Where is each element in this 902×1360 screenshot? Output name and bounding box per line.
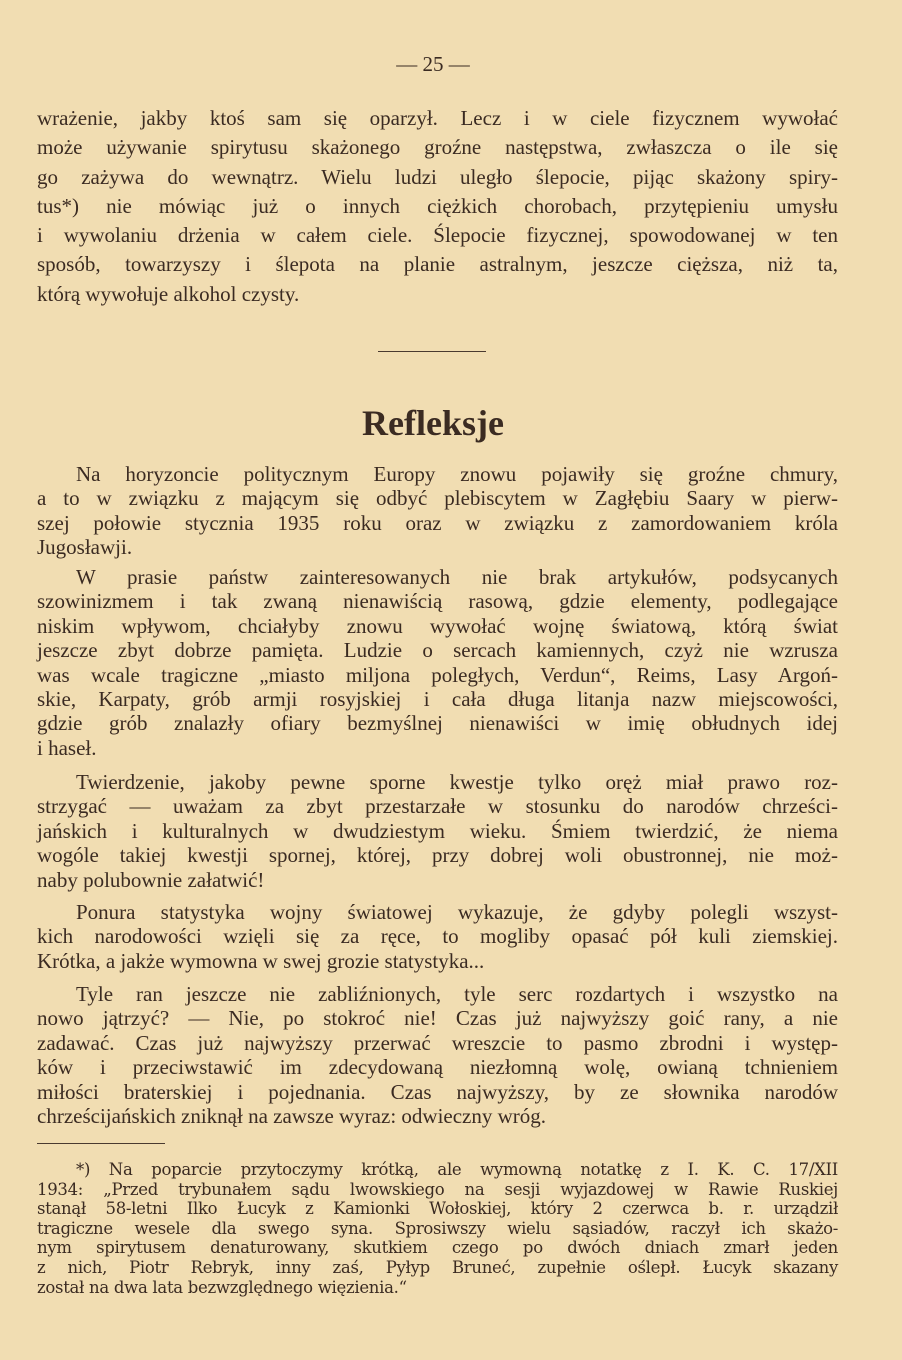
paragraph — [37, 900, 838, 973]
paragraph — [37, 565, 838, 760]
text-line: może używanie spirytusu skażonego groźne następstwa, zwłaszcza o ile się — [37, 135, 838, 160]
text-line: tragiczne wesele dla swego syna. Sprosiwszy wielu sąsiadów, raczył ich skażo- — [37, 1218, 838, 1238]
paragraph — [37, 982, 838, 1128]
text-line: skie, Karpaty, grób armji rosyjskiej i cała długa litanja nazw miejscowości, — [37, 687, 838, 712]
text-line: i wywolaniu drżenia w całem ciele. Ślepocie fizycznej, spowodowanej w ten — [37, 223, 838, 248]
intro-text — [37, 104, 838, 309]
text-line: Krótka, a jakże wymowna w swej grozie statystyka... — [37, 948, 485, 973]
text-line: was wcale tragiczne „miasto miljona poległych, Verdun“, Reims, Lasy Argoń- — [37, 662, 838, 687]
paragraph — [37, 770, 838, 892]
text-line: zadawać. Czas już najwyższy przerwać wreszcie to pasmo zbrodni i występ- — [37, 1030, 838, 1055]
text-line: szowinizmem i tak zwaną nienawiścią rasową, gdzie elementy, podlegające — [37, 589, 838, 614]
text-line: tus*) nie mówiąc już o innych ciężkich chorobach, przytępieniu umysłu — [37, 193, 838, 218]
text-line: został na dwa lata bezwzględnego więzienia.“ — [37, 1277, 407, 1297]
text-line: 1934: „Przed trybunałem sądu lwowskiego na sesji wyjazdowej w Rawie Ruskiej — [37, 1179, 838, 1199]
text-line: niskim wpływom, chciałyby znowu wywołać wojnę światową, którą świat — [37, 613, 838, 638]
text-line: W prasie państw zainteresowanych nie brak artykułów, podsycanych — [76, 565, 838, 589]
text-line: a to w związku z mającym się odbyć plebiscytem w Zagłębiu Saary w pierw- — [37, 486, 838, 511]
article-title: Refleksje — [362, 403, 504, 443]
text-line: strzygać — uważam za zbyt przestarzałe w stosunku do narodów chrześci- — [37, 794, 838, 819]
text-line: i haseł. — [37, 735, 97, 760]
text-line: Jugosławji. — [37, 535, 133, 560]
text-line: wrażenie, jakby ktoś sam się oparzył. Lecz i w ciele fizycznem wywołać — [37, 106, 838, 130]
text-line: Twierdzenie, jakoby pewne sporne kwestje tylko oręż miał prawo roz- — [76, 770, 838, 794]
footnote-rule — [37, 1143, 165, 1144]
text-line: Ponura statystyka wojny światowej wykazuje, że gdyby polegli wszyst- — [76, 900, 838, 924]
text-line: *) Na poparcie przytoczymy krótką, ale wymowną notatkę z I. K. C. 17/XII — [76, 1160, 838, 1179]
text-line: kich narodowości wzięli się za ręce, to mogliby opasać pół kuli ziemskiej. — [37, 924, 838, 949]
text-line: chrześcijańskich zniknął na zawsze wyraz: odwieczny wróg. — [37, 1104, 547, 1129]
text-line: wogóle takiej kwestji spornej, której, przy dobrej woli obustronnej, nie moż- — [37, 843, 838, 868]
text-line: jeszcze zbyt dobrze pamięta. Ludzie o sercach kamiennych, czyż nie wzrusza — [37, 638, 838, 663]
text-line: jańskich i kulturalnych w dwudziestym wieku. Śmiem twierdzić, że niema — [37, 818, 838, 843]
text-line: Na horyzoncie politycznym Europy znowu pojawiły się groźne chmury, — [76, 462, 838, 486]
text-line: ków i przeciwstawić im zdecydowaną niezłomną wolę, owianą tchnieniem — [37, 1055, 838, 1080]
footnote — [37, 1160, 838, 1297]
text-line: go zażywa do wewnątrz. Wielu ludzi uległo ślepocie, pijąc skażony spiry- — [37, 164, 838, 189]
text-line: sposób, towarzyszy i ślepota na planie astralnym, jeszcze cięższa, niż ta, — [37, 252, 838, 277]
text-line: szej połowie stycznia 1935 roku oraz w związku z zamordowaniem króla — [37, 510, 838, 535]
text-line: którą wywołuje alkohol czysty. — [37, 281, 300, 306]
text-line: stanął 58-letni Ilko Łucyk z Kamionki Wołoskiej, który 2 czerwca b. r. urządził — [37, 1199, 838, 1219]
text-line: miłości braterskiej i pojednania. Czas najwyższy, by ze słownika narodów — [37, 1079, 838, 1104]
text-line: Tyle ran jeszcze nie zabliźnionych, tyle serc rozdartych i wszystko na — [76, 982, 838, 1006]
paragraph — [37, 462, 838, 560]
text-line: nowo jątrzyć? — Nie, po stokroć nie! Czas już najwyższy goić rany, a nie — [37, 1006, 838, 1031]
text-line: naby polubownie załatwić! — [37, 867, 265, 892]
text-line: gdzie grób znalazły ofiary bezmyślnej nienawiści w imię obłudnych idej — [37, 711, 838, 736]
section-divider — [378, 351, 486, 352]
page-number: — 25 — — [396, 52, 470, 76]
text-line: z nich, Piotr Rebryk, inny zaś, Pyłyp Bruneć, zupełnie oślepł. Łucyk skazany — [37, 1257, 838, 1277]
text-line: nym spirytusem denaturowany, skutkiem czego po dwóch dniach zmarł jeden — [37, 1238, 838, 1258]
